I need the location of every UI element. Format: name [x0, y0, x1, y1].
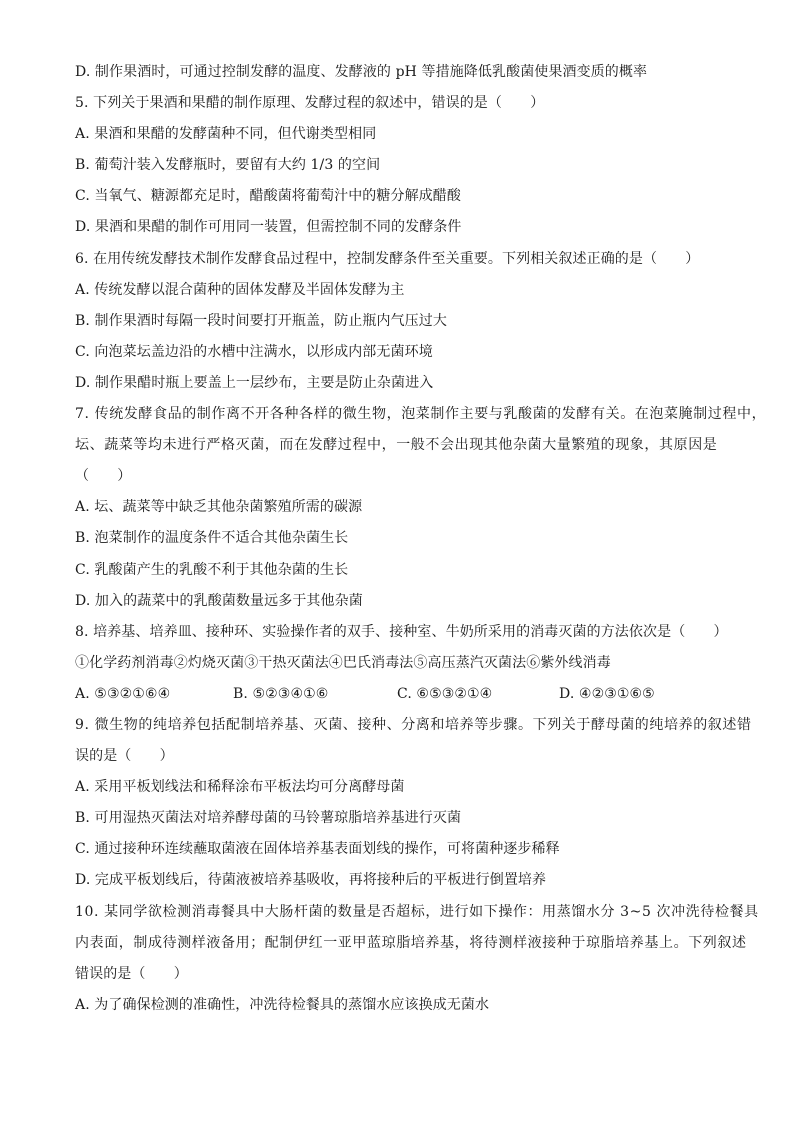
q7-option-a: A. 坛、蔬菜等中缺乏其他杂菌繁殖所需的碳源	[75, 499, 363, 516]
q10-option-a: A. 为了确保检测的准确性，冲洗待检餐具的蒸馏水应该换成无菌水	[75, 996, 490, 1013]
q7-option-d: D. 加入的蔬菜中的乳酸菌数量远多于其他杂菌	[75, 592, 363, 609]
q10-stem-line-1: 10. 某同学欲检测消毒餐具中大肠杆菌的数量是否超标，进行如下操作：用蒸馏水分 3~5 次冲洗待检餐具	[75, 903, 759, 920]
q7-option-c: C. 乳酸菌产生的乳酸不利于其他杂菌的生长	[75, 561, 349, 578]
q5-option-d: D. 果酒和果醋的制作可用同一装置，但需控制不同的发酵条件	[75, 219, 462, 236]
q9-option-c: C. 通过接种环连续蘸取菌液在固体培养基表面划线的操作，可将菌种逐步稀释	[75, 841, 560, 858]
q5-option-b: B. 葡萄汁装入发酵瓶时，要留有大约 1/3 的空间	[75, 157, 381, 174]
q8-option-b: B. ⑤②③④①⑥	[233, 685, 329, 702]
q5-stem: 5. 下列关于果酒和果醋的制作原理、发酵过程的叙述中，错误的是（ ）	[75, 95, 545, 112]
q7-stem-line-1: 7. 传统发酵食品的制作离不开各种各样的微生物，泡菜制作主要与乳酸菌的发酵有关。在泡菜腌制过程中，	[75, 406, 767, 423]
q6-option-c: C. 向泡菜坛盖边沿的水槽中注满水，以形成内部无菌环境	[75, 343, 433, 360]
q8-option-a: A. ⑤③②①⑥④	[75, 685, 171, 702]
q6-option-d: D. 制作果醋时瓶上要盖上一层纱布，主要是防止杂菌进入	[75, 374, 434, 391]
q8-methods: ①化学药剂消毒②灼烧灭菌③干热灭菌法④巴氏消毒法⑤高压蒸汽灭菌法⑥紫外线消毒	[75, 654, 611, 671]
document-page	[75, 62, 767, 1026]
q9-option-a: A. 采用平板划线法和稀释涂布平板法均可分离酵母菌	[75, 779, 405, 796]
q6-option-b: B. 制作果酒时每隔一段时间要打开瓶盖，防止瓶内气压过大	[75, 312, 447, 329]
q10-stem-line-2: 内表面，制成待测样液备用；配制伊红一亚甲蓝琼脂培养基，将待测样液接种于琼脂培养基上。下列叙述	[75, 934, 747, 951]
q5-option-a: A. 果酒和果醋的发酵菌种不同，但代谢类型相同	[75, 126, 377, 143]
q7-answer-blank: （ ）	[75, 468, 132, 485]
q9-stem-line-1: 9. 微生物的纯培养包括配制培养基、灭菌、接种、分离和培养等步骤。下列关于酵母菌的纯培养的叙述错	[75, 716, 752, 733]
q9-option-d: D. 完成平板划线后，待菌液被培养基吸收，再将接种后的平板进行倒置培养	[75, 872, 547, 889]
q7-option-b: B. 泡菜制作的温度条件不适合其他杂菌生长	[75, 530, 349, 547]
q6-option-a: A. 传统发酵以混合菌种的固体发酵及半固体发酵为主	[75, 281, 405, 298]
q10-stem-line-3: 错误的是（ ）	[75, 965, 188, 982]
q6-stem: 6. 在用传统发酵技术制作发酵食品过程中，控制发酵条件至关重要。下列相关叙述正确的是（ ）	[75, 250, 700, 267]
q8-options	[75, 684, 735, 704]
q7-stem-line-2: 坛、蔬菜等均未进行严格灭菌，而在发酵过程中，一般不会出现其他杂菌大量繁殖的现象，其原因是	[75, 437, 718, 454]
q5-option-c: C. 当氧气、糖源都充足时，醋酸菌将葡萄汁中的糖分解成醋酸	[75, 188, 462, 205]
q8-option-c: C. ⑥⑤③②①④	[397, 685, 493, 702]
q4-option-d: D. 制作果酒时，可通过控制发酵的温度、发酵液的 pH 等措施降低乳酸菌使果酒变质的概率	[75, 64, 648, 80]
q8-option-d: D. ④②③①⑥⑤	[559, 685, 655, 702]
q9-stem-line-2: 误的是（ ）	[75, 748, 174, 765]
q8-stem: 8. 培养基、培养皿、接种环、实验操作者的双手、接种室、牛奶所采用的消毒灭菌的方法依次是（ ）	[75, 623, 728, 640]
q9-option-b: B. 可用湿热灭菌法对培养酵母菌的马铃薯琼脂培养基进行灭菌	[75, 810, 462, 827]
